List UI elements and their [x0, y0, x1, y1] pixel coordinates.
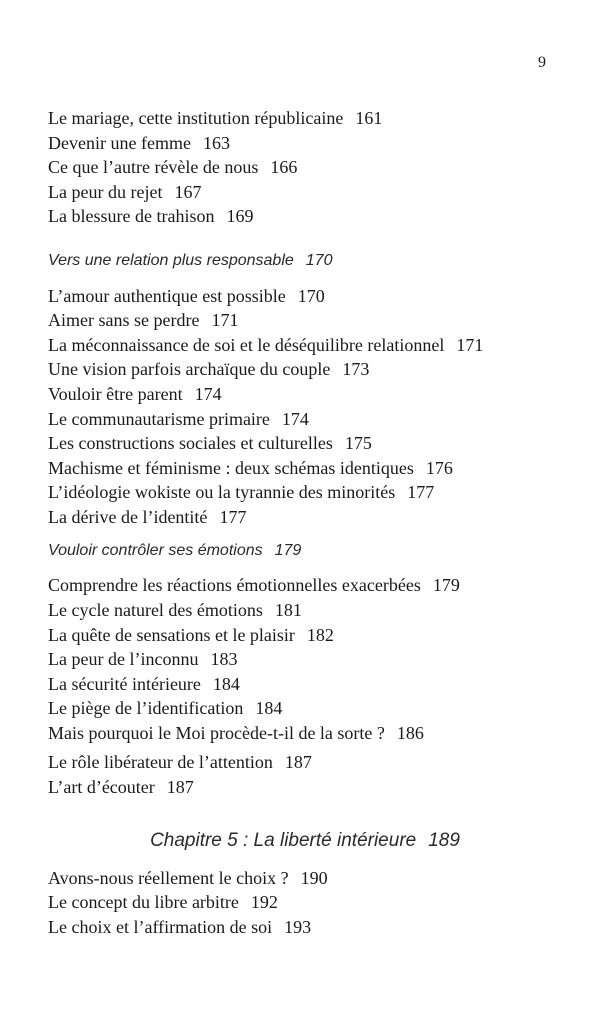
toc-entry	[48, 205, 253, 227]
toc-entry-page: 171	[211, 310, 239, 330]
toc-entry-page: 193	[284, 917, 312, 937]
toc-entry	[48, 107, 382, 129]
toc-entry-title: Les constructions sociales et culturelles	[48, 433, 333, 453]
section-heading	[48, 541, 301, 561]
toc-entry-page: 187	[284, 752, 312, 772]
toc-entry-title: La dérive de l’identité	[48, 507, 208, 527]
toc-entry	[48, 673, 240, 695]
toc-entry	[48, 599, 302, 621]
toc-entry	[48, 697, 282, 719]
toc-entry-title: L’art d’écouter	[48, 777, 155, 797]
toc-entry-title: Vouloir être parent	[48, 384, 183, 404]
toc-entry-title: La peur du rejet	[48, 182, 163, 202]
toc-entry-title: L’amour authentique est possible	[48, 286, 286, 306]
toc-entry-page: 169	[226, 206, 254, 226]
toc-entry	[48, 181, 201, 203]
toc-entry-title: La méconnaissance de soi et le déséquilibre relationnel	[48, 335, 445, 355]
toc-entry	[48, 867, 328, 889]
toc-entry	[48, 156, 297, 178]
section-heading-title: Vers une relation plus responsable	[48, 252, 294, 269]
toc-entry-title: Une vision parfois archaïque du couple	[48, 359, 331, 379]
toc-entry-page: 179	[432, 575, 460, 595]
toc-entry	[48, 648, 237, 670]
toc-entry-page: 177	[219, 507, 247, 527]
toc-entry-page: 184	[255, 698, 283, 718]
toc-entry-page: 175	[344, 433, 372, 453]
toc-entry	[48, 383, 222, 405]
toc-entry	[48, 776, 194, 798]
toc-entry	[48, 457, 453, 479]
toc-entry-page: 174	[194, 384, 222, 404]
toc-entry	[48, 916, 311, 938]
toc-entry-title: Le choix et l’affirmation de soi	[48, 917, 273, 937]
section-heading-page: 179	[274, 542, 302, 559]
toc-entry-title: Devenir une femme	[48, 133, 191, 153]
toc-entry	[48, 285, 325, 307]
toc-entry-title: Machisme et féminisme : deux schémas identiques	[48, 458, 414, 478]
toc-entry-title: Ce que l’autre révèle de nous	[48, 157, 259, 177]
toc-entry-page: 174	[281, 409, 309, 429]
toc-entry	[48, 506, 246, 528]
toc-entry-page: 184	[212, 674, 240, 694]
toc-entry-title: L’idéologie wokiste ou la tyrannie des minorités	[48, 482, 396, 502]
toc-entry	[48, 624, 334, 646]
chapter-heading-title: Chapitre 5 : La liberté intérieure	[150, 830, 417, 851]
toc-entry	[48, 574, 460, 596]
toc-entry-page: 173	[342, 359, 370, 379]
toc-entry	[48, 132, 230, 154]
toc-entry-page: 163	[202, 133, 230, 153]
toc-entry-title: Le mariage, cette institution républicaine	[48, 108, 344, 128]
toc-entry	[48, 358, 369, 380]
toc-entry	[48, 481, 434, 503]
toc-entry-page: 190	[300, 868, 328, 888]
toc-entry-page: 187	[166, 777, 194, 797]
toc-entry	[48, 309, 238, 331]
toc-entry-title: Mais pourquoi le Moi procède-t-il de la sorte ?	[48, 723, 385, 743]
chapter-heading-page: 189	[428, 830, 460, 851]
toc-entry-title: Comprendre les réactions émotionnelles exacerbées	[48, 575, 421, 595]
toc-entry-page: 171	[456, 335, 484, 355]
toc-entry-page: 181	[274, 600, 302, 620]
toc-entry-page: 161	[355, 108, 383, 128]
toc-entry	[48, 891, 278, 913]
toc-entry-title: La blessure de trahison	[48, 206, 215, 226]
toc-entry-title: La quête de sensations et le plaisir	[48, 625, 295, 645]
toc-entry	[48, 751, 312, 773]
section-heading-page: 170	[305, 252, 333, 269]
toc-entry-title: Le concept du libre arbitre	[48, 892, 239, 912]
toc-entry-title: La peur de l’inconnu	[48, 649, 199, 669]
toc-entry-page: 166	[270, 157, 298, 177]
toc-entry-page: 177	[407, 482, 435, 502]
toc-entry	[48, 432, 372, 454]
toc-entry-page: 192	[250, 892, 278, 912]
chapter-heading	[0, 829, 610, 853]
toc-entry-title: Le piège de l’identification	[48, 698, 244, 718]
toc-entry	[48, 722, 424, 744]
toc-entry-title: Aimer sans se perdre	[48, 310, 200, 330]
toc-entry-title: Avons-nous réellement le choix ?	[48, 868, 289, 888]
toc-entry-page: 182	[306, 625, 334, 645]
toc-entry-page: 167	[174, 182, 202, 202]
toc-entry	[48, 334, 483, 356]
toc-entry-page: 176	[425, 458, 453, 478]
page-number: 9	[538, 54, 546, 71]
toc-entry-title: Le cycle naturel des émotions	[48, 600, 263, 620]
toc-entry	[48, 408, 309, 430]
section-heading	[48, 251, 332, 271]
toc-entry-page: 170	[297, 286, 325, 306]
toc-entry-title: La sécurité intérieure	[48, 674, 201, 694]
section-heading-title: Vouloir contrôler ses émotions	[48, 542, 263, 559]
toc-entry-title: Le communautarisme primaire	[48, 409, 270, 429]
toc-entry-page: 183	[210, 649, 238, 669]
toc-entry-title: Le rôle libérateur de l’attention	[48, 752, 273, 772]
toc-entry-page: 186	[396, 723, 424, 743]
